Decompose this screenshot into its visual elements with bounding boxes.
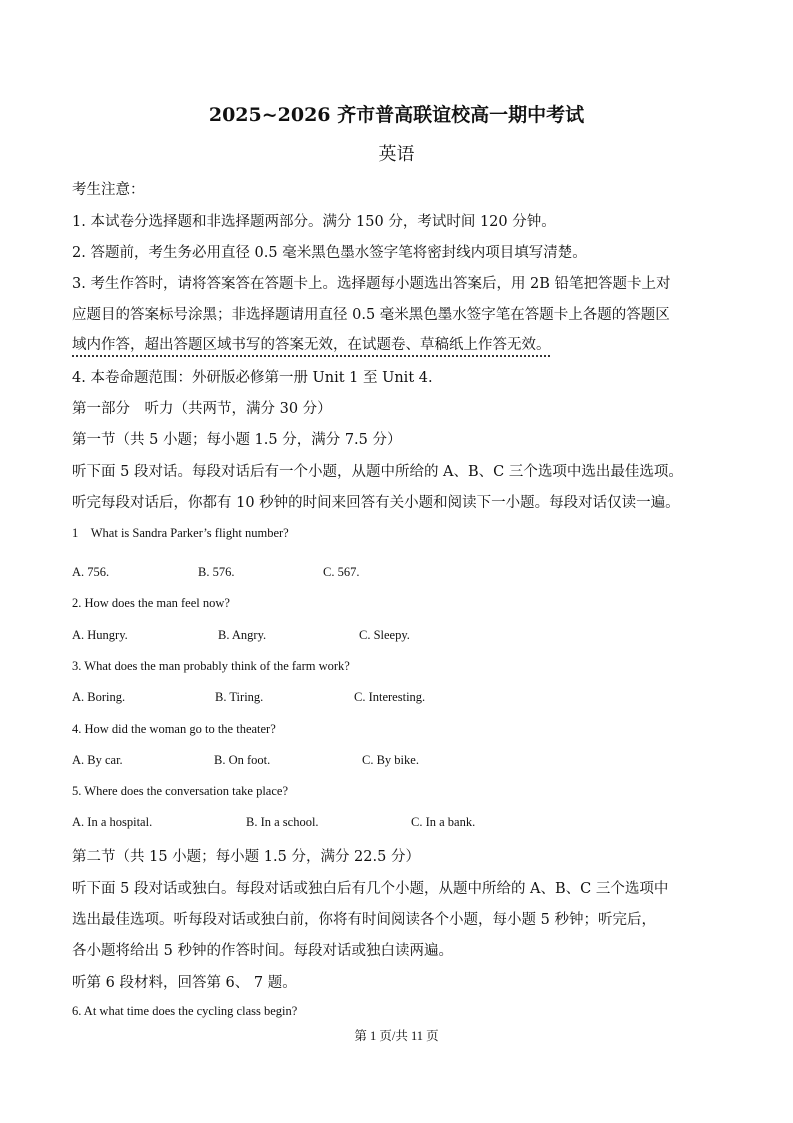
question-5: 5. Where does the conversation take place?: [72, 784, 288, 798]
question-2-option-a: A. Hungry.: [72, 628, 128, 642]
question-3-option-b: B. Tiring.: [215, 690, 264, 704]
notice-item-3-cont: 应题目的答案标号涂黑；非选择题请用直径 0.5 毫米黑色墨水签字笔在答题卡上各题的答题区: [72, 307, 670, 323]
question-2: 2. How does the man feel now?: [72, 596, 230, 610]
question-4-option-b: B. On foot.: [214, 753, 271, 767]
question-3-option-c: C. Interesting.: [354, 690, 426, 704]
notice-item-2: 2. 答题前，考生务必用直径 0.5 毫米黑色墨水签字笔将密封线内项目填写清楚。: [72, 245, 587, 261]
question-3-option-a: A. Boring.: [72, 690, 126, 704]
question-1: 1 What is Sandra Parker’s flight number?: [72, 526, 289, 540]
question-4: 4. How did the woman go to the theater?: [72, 722, 276, 736]
page-footer: 第 1 页/共 11 页: [354, 1029, 439, 1043]
question-3: 3. What does the man probably think of the farm work?: [72, 659, 350, 673]
notice-item-4: 4. 本卷命题范围：外研版必修第一册 Unit 1 至 Unit 4.: [72, 370, 433, 386]
exam-title: 2025~2026 齐市普高联谊校高一期中考试: [208, 104, 585, 126]
section2-heading: 第二节（共 15 小题；每小题 1.5 分，满分 22.5 分）: [72, 849, 420, 865]
section1-instruction-1: 听下面 5 段对话。每段对话后有一个小题，从题中所给的 A、B、C 三个选项中选出最佳选项。: [72, 464, 683, 480]
section1-heading: 第一节（共 5 小题；每小题 1.5 分，满分 7.5 分）: [72, 432, 402, 448]
question-2-option-c: C. Sleepy.: [359, 628, 410, 642]
section1-instruction-2: 听完每段对话后，你都有 10 秒钟的时间来回答有关小题和阅读下一小题。每段对话仅读一遍。: [72, 495, 680, 511]
notice-item-3: 3. 考生作答时，请将答案答在答题卡上。选择题每小题选出答案后，用 2B 铅笔把答题卡上对: [72, 276, 671, 292]
question-4-option-c: C. By bike.: [362, 753, 419, 767]
question-1-option-c: C. 567.: [323, 565, 360, 579]
question-5-option-b: B. In a school.: [246, 815, 319, 829]
question-2-option-b: B. Angry.: [218, 628, 267, 642]
notice-heading: 考生注意：: [72, 182, 145, 198]
question-6: 6. At what time does the cycling class begin?: [72, 1004, 298, 1018]
exam-subject: 英语: [378, 144, 415, 165]
section2-instruction-2: 选出最佳选项。听每段对话或独白前，你将有时间阅读各个小题，每小题 5 秒钟；听完后，: [72, 912, 656, 928]
notice-item-3-emphasis: 域内作答，超出答题区域书写的答案无效，在试题卷、草稿纸上作答无效。: [72, 337, 551, 353]
part1-heading: 第一部分 听力（共两节，满分 30 分）: [72, 401, 332, 417]
question-1-option-a: A. 756.: [72, 565, 110, 579]
question-1-option-b: B. 576.: [198, 565, 235, 579]
section2-instruction-3: 各小题将给出 5 秒钟的作答时间。每段对话或独白读两遍。: [72, 943, 453, 959]
question-5-option-a: A. In a hospital.: [72, 815, 153, 829]
section2-instruction-1: 听下面 5 段对话或独白。每段对话或独白后有几个小题，从题中所给的 A、B、C 三个选项中: [72, 881, 669, 897]
question-5-option-c: C. In a bank.: [411, 815, 476, 829]
question-4-option-a: A. By car.: [72, 753, 123, 767]
material-6-heading: 听第 6 段材料，回答第 6、 7 题。: [72, 975, 297, 991]
notice-item-1: 1. 本试卷分选择题和非选择题两部分。满分 150 分，考试时间 120 分钟。: [72, 214, 556, 230]
